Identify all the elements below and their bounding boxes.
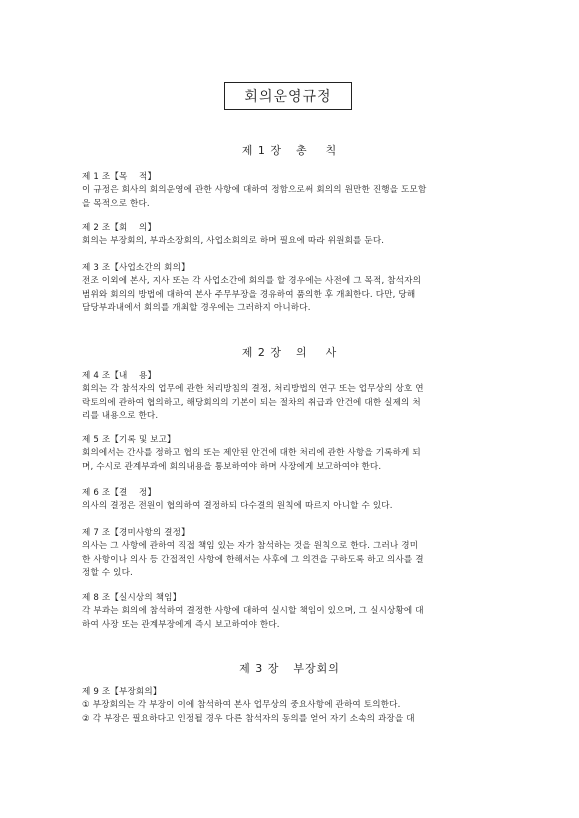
article-6: [82, 487, 498, 514]
article-text-line: ① 부장회의는 각 부장이 이에 참석하여 본사 업무상의 중요사항에 관하여 토의한다.: [82, 700, 401, 711]
article-heading: 제 4 조【내 용】: [82, 371, 157, 381]
chapter-name: 총 칙: [296, 144, 338, 157]
article-text-line: 의사는 그 사항에 관하여 직접 책임 있는 자가 참석하는 것을 원칙으로 한다. 그러나 경미: [82, 541, 419, 552]
chapter-2-heading: [0, 344, 579, 360]
article-text-line: 을 목적으로 한다.: [82, 198, 150, 209]
article-heading: 제 7 조【경미사항의 결정】: [82, 528, 190, 538]
chapter-name: 부장회의: [293, 662, 340, 675]
article-text-line: 전조 이외에 본사, 지사 또는 각 사업소간에 회의를 할 경우에는 사전에 그 목적, 참석자의: [82, 276, 422, 287]
article-text-line: 정할 수 있다.: [82, 568, 133, 579]
article-heading: 제 2 조【회 의】: [82, 223, 157, 233]
chapter-number: 제 3 장: [239, 662, 280, 675]
article-text-line: 각 부과는 회의에 참석하여 결정한 사항에 대하여 실시할 책임이 있으며, 그 실시상황에 대: [82, 606, 424, 617]
article-heading: 제 9 조【부장회의】: [82, 687, 162, 697]
chapter-3-heading: [0, 660, 579, 676]
article-text-line: 담당부과내에서 회의를 개최할 경우에는 그러하지 아니하다.: [82, 303, 311, 314]
article-1: [82, 171, 498, 211]
document-title: 회의운영규정: [224, 82, 352, 110]
article-9: [82, 686, 498, 726]
article-text-line: 한 사항이나 의사 등 간접적인 사항에 한해서는 사후에 그 의견을 구하도록 하고 의사를 결: [82, 554, 424, 565]
article-7: [82, 527, 498, 581]
article-heading: 제 6 조【결 정】: [82, 488, 157, 498]
article-text-line: 이 규정은 회사의 회의운영에 관한 사항에 대하여 정함으로써 회의의 원만한 진행을 도모함: [82, 185, 427, 196]
article-text-line: 범위와 회의의 방법에 대하여 본사 주무부장을 경유하여 품의한 후 개최한다. 다만, 당해: [82, 289, 416, 300]
article-heading: 제 1 조【목 적】: [82, 172, 157, 182]
article-text-line: 회의에서는 간사를 정하고 협의 또는 제안된 안건에 대한 처리에 관한 사항을 기록하게 되: [82, 448, 421, 459]
article-5: [82, 434, 498, 474]
article-4: [82, 370, 498, 424]
article-text-line: 하여 사장 또는 관계부장에게 즉시 보고하여야 한다.: [82, 619, 280, 630]
article-text-line: 회의는 각 참석자의 업무에 관한 처리방침의 결정, 처리방법의 연구 또는 업무상의 상호 연: [82, 384, 424, 395]
chapter-1-heading: [0, 142, 579, 158]
article-heading: 제 8 조【실시상의 책임】: [82, 593, 182, 603]
article-heading: 제 5 조【기록 및 보고】: [82, 435, 176, 445]
article-text-line: 며, 수시로 관계부과에 회의내용을 통보하여야 하며 사장에게 보고하여야 한다.: [82, 461, 382, 472]
article-text-line: ② 각 부장은 필요하다고 인정될 경우 다른 참석자의 동의를 얻어 자기 소속의 과장을 대: [82, 713, 415, 724]
chapter-number: 제 1 장: [241, 144, 282, 157]
article-heading: 제 3 조【사업소간의 회의】: [82, 263, 190, 273]
article-8: [82, 592, 498, 632]
article-3: [82, 262, 498, 316]
article-text-line: 리를 내용으로 한다.: [82, 411, 159, 422]
article-text-line: 회의는 부장회의, 부과소장회의, 사업소회의로 하며 필요에 따라 위원회를 둔다.: [82, 236, 385, 247]
article-2: [82, 222, 498, 249]
article-text-line: 락토의에 관하여 협의하고, 해당회의의 기본이 되는 절차의 취급과 안건에 대한 실제의 처: [82, 397, 421, 408]
chapter-name: 의 사: [296, 346, 338, 359]
article-text-line: 의사의 결정은 전원이 협의하여 결정하되 다수결의 원칙에 따르지 아니할 수 있다.: [82, 501, 393, 512]
chapter-number: 제 2 장: [241, 346, 282, 359]
